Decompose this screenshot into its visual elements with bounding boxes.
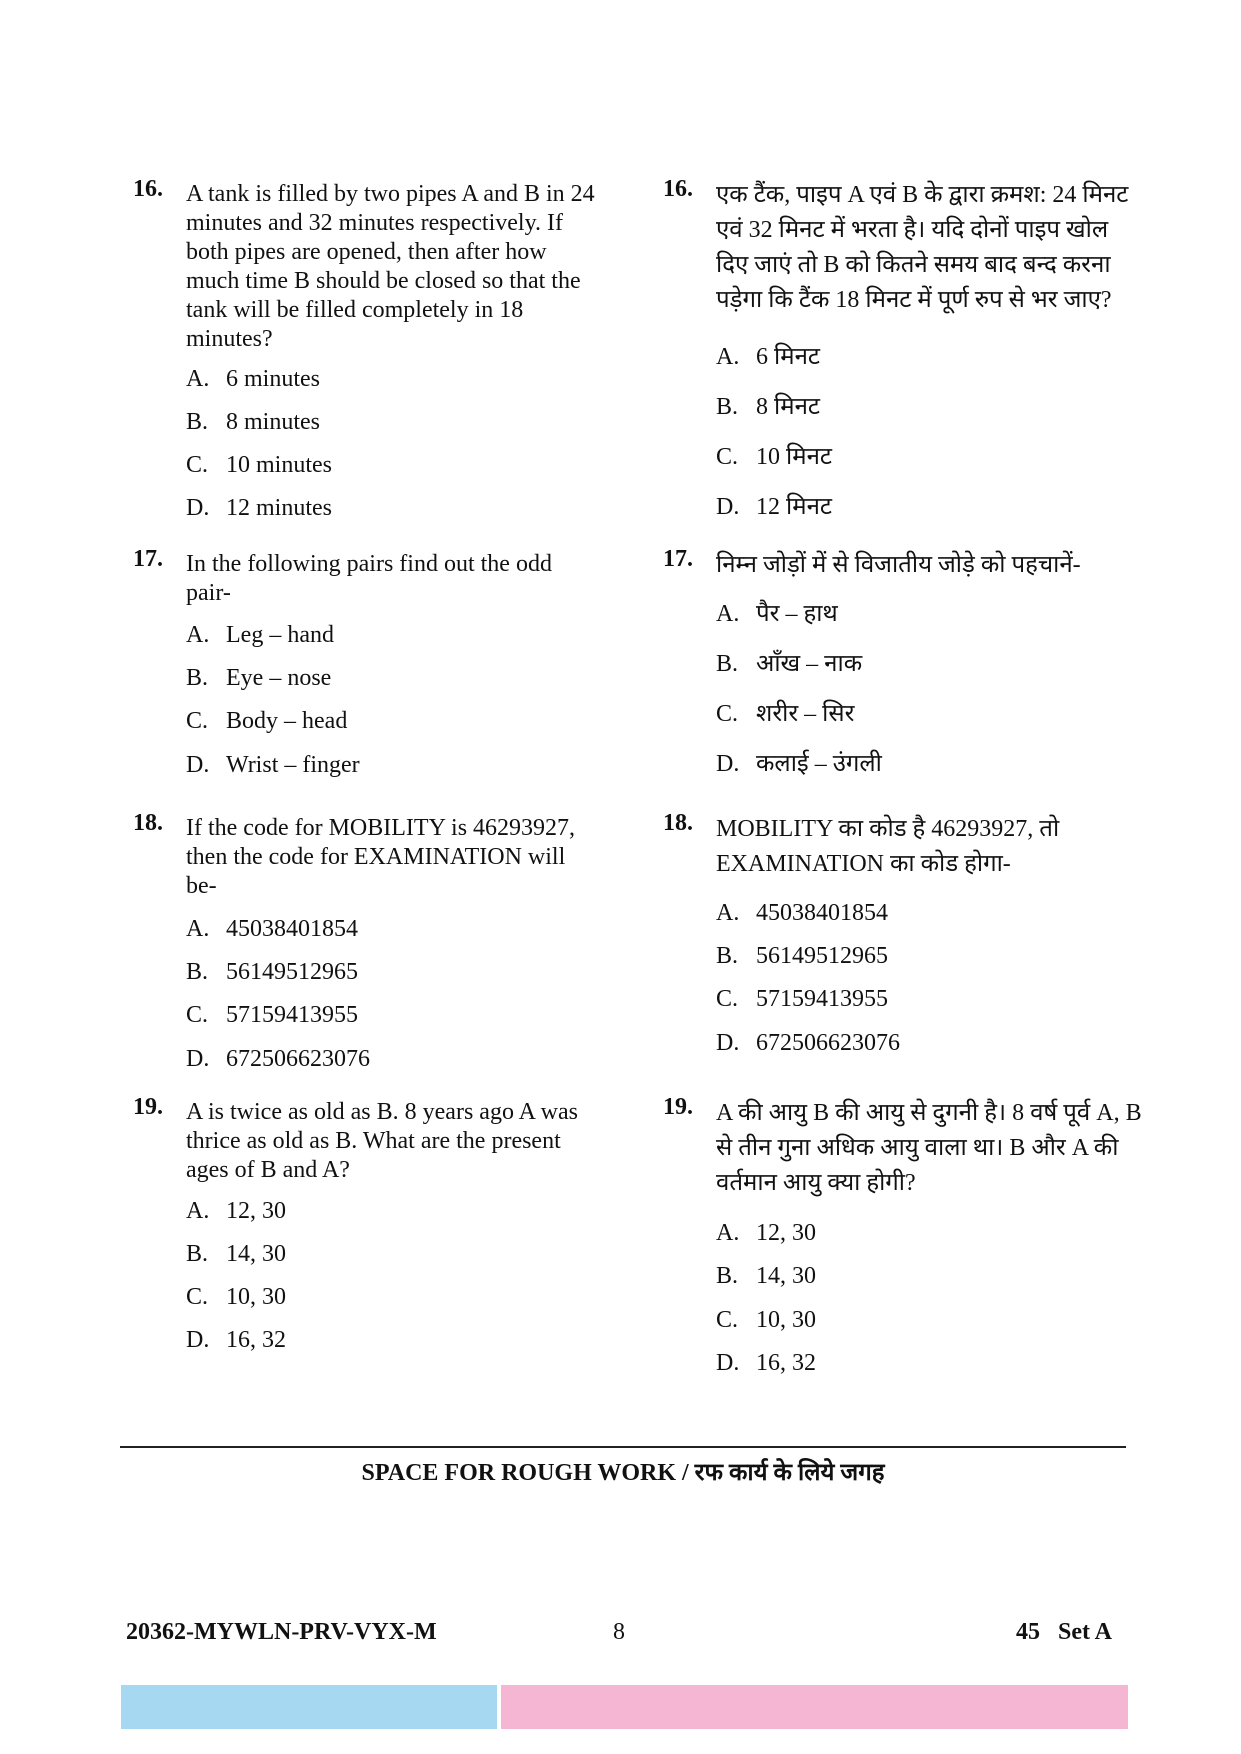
- question-text: एक टैंक, पाइप A एवं B के द्वारा क्रमश: 24 मिनट एवं 32 मिनट में भरता है। यदि दोनों पाइप खोल दिए जाएं तो B को कितने समय बाद बन्द करना पड़ेगा कि टैंक 18 मिनट में पूर्ण रुप से भर जाए?: [716, 182, 1129, 313]
- option-a: A. 12, 30: [186, 1198, 286, 1224]
- question-text: A की आयु B की आयु से दुगनी है। 8 वर्ष पूर्व A, B से तीन गुना अधिक आयु वाला था। B और A की वर्तमान आयु क्या होगी?: [716, 1100, 1142, 1196]
- question-number: 18.: [133, 810, 163, 836]
- option-d: D. 12 मिनट: [716, 494, 832, 520]
- option-b: B. 14, 30: [186, 1241, 286, 1267]
- option-a: A. 6 मिनट: [716, 344, 820, 370]
- option-c: C. शरीर – सिर: [716, 701, 855, 727]
- question-text: If the code for MOBILITY is 46293927, then the code for EXAMINATION will be-: [186, 815, 576, 899]
- option-c: C. 57159413955: [186, 1002, 358, 1028]
- question-number: 17.: [663, 546, 693, 572]
- option-d: D. 672506623076: [716, 1030, 900, 1056]
- option-d: D. कलाई – उंगली: [716, 751, 882, 777]
- footer-color-bar-blue: [121, 1685, 497, 1729]
- rough-work-divider: [120, 1446, 1126, 1448]
- option-b: B. 8 मिनट: [716, 394, 820, 420]
- option-d: D. 672506623076: [186, 1046, 370, 1072]
- option-a: A. 45038401854: [186, 916, 358, 942]
- question-number: 19.: [663, 1094, 693, 1120]
- option-c: C. 57159413955: [716, 986, 888, 1012]
- option-b: B. 14, 30: [716, 1263, 816, 1289]
- rough-work-label: SPACE FOR ROUGH WORK / रफ कार्य के लिये जगह: [361, 1460, 885, 1486]
- question-text: In the following pairs find out the odd pair-: [186, 551, 552, 606]
- option-b: B. 56149512965: [186, 959, 358, 985]
- question-text: MOBILITY का कोड है 46293927, तो EXAMINATION का कोड होगा-: [716, 816, 1060, 877]
- option-a: A. पैर – हाथ: [716, 601, 838, 627]
- footer-color-bar-pink: [501, 1685, 1128, 1729]
- option-b: B. आँख – नाक: [716, 651, 863, 677]
- option-a: A. 45038401854: [716, 900, 888, 926]
- option-a: A. 6 minutes: [186, 366, 320, 392]
- option-d: D. 12 minutes: [186, 495, 332, 521]
- option-a: A. 12, 30: [716, 1220, 816, 1246]
- question-number: 16.: [663, 176, 693, 202]
- option-b: B. Eye – nose: [186, 665, 332, 691]
- question-text: A tank is filled by two pipes A and B in 24 minutes and 32 minutes respectively. If both pipes are opened, then after how much time B should be closed so that the tank will be filled completely in 18 minutes?: [186, 181, 595, 352]
- page-number: 8: [613, 1619, 625, 1645]
- question-number: 17.: [133, 546, 163, 572]
- question-number: 19.: [133, 1094, 163, 1120]
- question-number: 18.: [663, 810, 693, 836]
- question-text: निम्न जोड़ों में से विजातीय जोड़े को पहचानें-: [716, 552, 1081, 578]
- question-number: 16.: [133, 176, 163, 202]
- option-d: D. 16, 32: [186, 1327, 286, 1353]
- question-text: A is twice as old as B. 8 years ago A was thrice as old as B. What are the present ages of B and A?: [186, 1099, 578, 1183]
- option-c: C. 10, 30: [716, 1307, 816, 1333]
- option-c: C. Body – head: [186, 708, 348, 734]
- option-a: A. Leg – hand: [186, 622, 334, 648]
- option-c: C. 10, 30: [186, 1284, 286, 1310]
- option-b: B. 56149512965: [716, 943, 888, 969]
- booklet-code: 20362-MYWLN-PRV-VYX-M: [126, 1619, 437, 1645]
- set-label: 45 Set A: [1016, 1619, 1112, 1645]
- option-c: C. 10 minutes: [186, 452, 332, 478]
- option-b: B. 8 minutes: [186, 409, 320, 435]
- option-c: C. 10 मिनट: [716, 444, 832, 470]
- option-d: D. Wrist – finger: [186, 752, 360, 778]
- option-d: D. 16, 32: [716, 1350, 816, 1376]
